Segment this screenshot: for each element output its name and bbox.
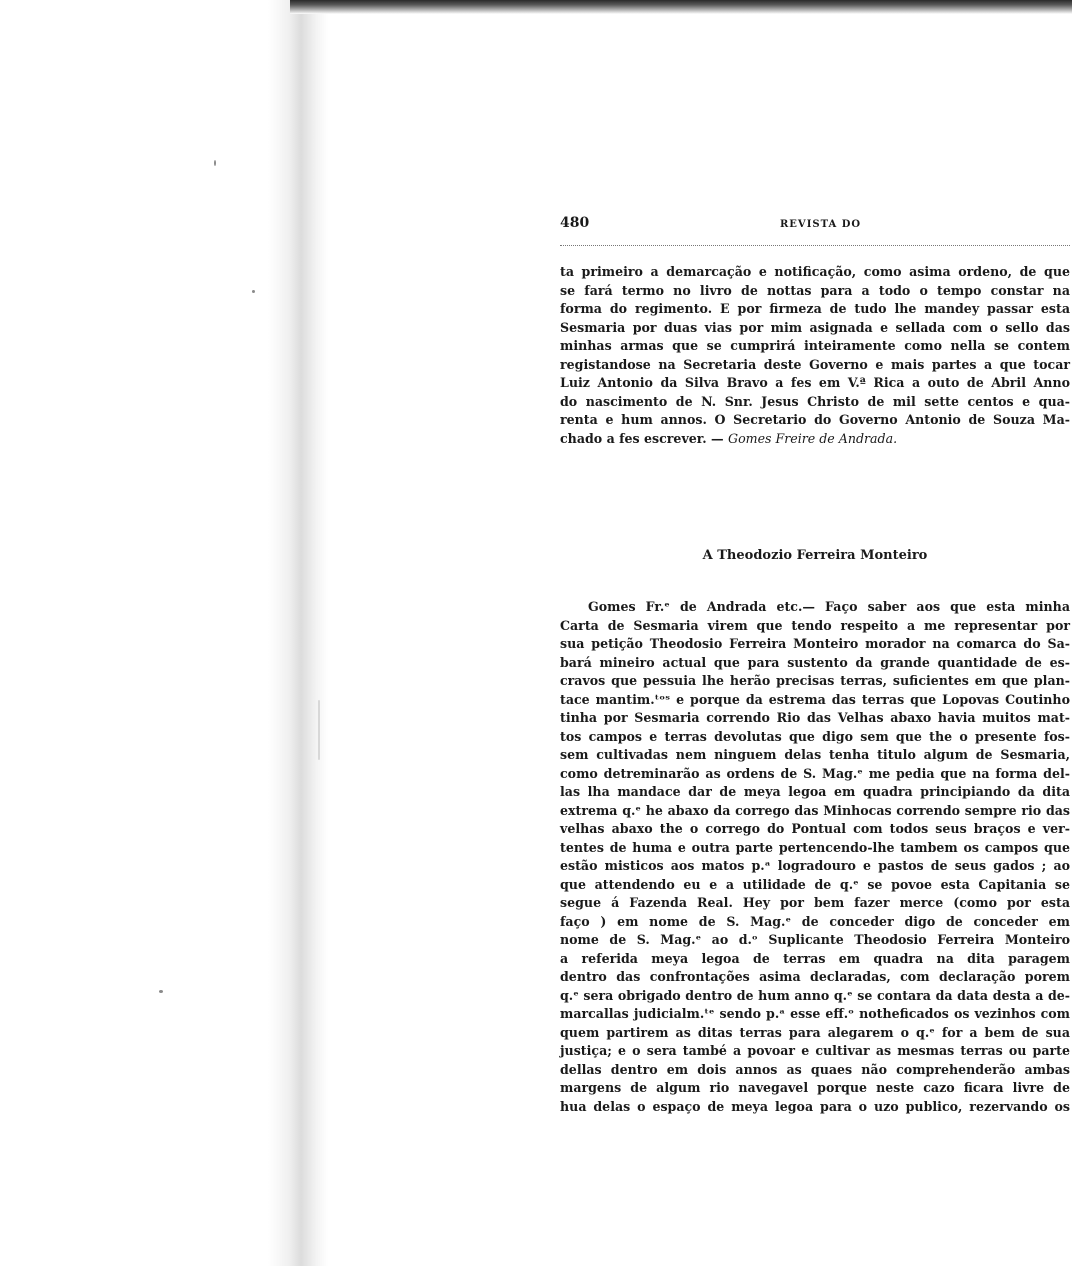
scan-edge [290, 0, 1072, 14]
section-title: A Theodozio Ferreira Monteiro [702, 548, 928, 563]
paragraph-2 [560, 598, 1070, 1116]
text-line: minhas armas que se cumprirá inteiramente como nella se contem [560, 338, 1070, 353]
text-line: como detreminarão as ordens de S. Mag.ᵉ me pedia que na forma del- [560, 765, 1070, 781]
text-line: Sesmaria por duas vias por mim asignada e sellada com o sello das [560, 319, 1070, 335]
text-line: justiça; e o sera també a povoar e cultivar as mesmas terras ou parte [560, 1043, 1070, 1058]
text-line: nome de S. Mag.ᵉ ao d.ᵒ Suplicante Theodosio Ferreira Monteiro [560, 932, 1070, 947]
text-line: hua delas o espaço de meya legoa para o uzo publico, rezervando os [560, 1098, 1070, 1114]
text-line: las lha mandace dar de meya legoa em quadra principiando da dita [560, 784, 1070, 799]
text-line: extrema q.ᵉ he abaxo da corrego das Minhocas correndo sempre rio das [560, 802, 1070, 818]
text-line: forma do regimento. E por firmeza de tudo lhe mandey passar esta [560, 301, 1070, 316]
speck [159, 990, 163, 993]
text-line: a referida meya legoa de terras em quadra na dita paragem [560, 950, 1070, 966]
signature: Gomes Freire de Andrada. [728, 430, 898, 446]
text-line: sem cultivadas nem ninguem delas tenha titulo algum de Sesmaria, [560, 747, 1070, 762]
page-gutter-shadow [268, 0, 328, 1266]
text-line: tentes de huma e outra parte pertencendo-lhe tambem os campos que [560, 839, 1070, 855]
page-header [560, 215, 1070, 246]
text-line: velhas abaxo the o corrego do Pontual com todos seus braços e ver- [560, 821, 1070, 836]
speck [214, 160, 216, 166]
running-title: REVISTA DO [780, 219, 862, 230]
text-line: dentro das confrontações asima declaradas, com declaração porem [560, 969, 1070, 984]
page-number: 480 [560, 215, 590, 231]
text-line: bará mineiro actual que para sustento da grande quantidade de es- [560, 654, 1070, 670]
text-line: do nascimento de N. Snr. Jesus Christo de mil sette centos e qua- [560, 393, 1070, 409]
text-line: quem partirem as ditas terras para alegarem o q.ᵉ for a bem de sua [560, 1024, 1070, 1040]
text-line: renta e hum annos. O Secretario do Governo Antonio de Souza Ma- [560, 412, 1070, 427]
paragraph-1 [560, 263, 1070, 448]
text-line: Luiz Antonio da Silva Bravo a fes em V.ª Rica a outo de Abril Anno [560, 375, 1070, 390]
text-line: faço ) em nome de S. Mag.ᵉ de conceder digo de conceder em [560, 913, 1070, 929]
text-line: q.ᵉ sera obrigado dentro de hum anno q.ᵉ se contara da data desta a de- [560, 987, 1070, 1003]
closing-text: chado a fes escrever. — [560, 430, 724, 446]
speck [318, 700, 320, 760]
text-line: estão misticos aos matos p.ᵃ logradouro e pastos de seus gados ; ao [560, 858, 1070, 873]
book-page [560, 215, 1070, 1114]
text-line: tos campos e terras devolutas que digo sem que the o presente fos- [560, 728, 1070, 744]
text-line: sua petição Theodosio Ferreira Monteiro morador na comarca do Sa- [560, 636, 1070, 651]
text-line: margens de algum rio navegavel porque neste cazo ficara livre de [560, 1080, 1070, 1095]
text-line-last [560, 430, 1070, 449]
text-line: tinha por Sesmaria correndo Rio das Velhas abaxo havia muitos mat- [560, 710, 1070, 725]
text-line: ta primeiro a demarcação e notificação, como asima ordeno, de que [560, 264, 1070, 279]
text-line: Carta de Sesmaria virem que tendo respeito a me representar por [560, 617, 1070, 633]
text-line: segue á Fazenda Real. Hey por bem fazer merce (como por esta [560, 895, 1070, 910]
text-line: se fará termo no livro de nottas para a todo o tempo constar na [560, 282, 1070, 298]
text-line: Gomes Fr.ᵉ de Andrada etc.— Faço saber aos que esta minha [588, 599, 1070, 614]
text-line: que attendendo eu e a utilidade de q.ᵉ se povoe esta Capitania se [560, 876, 1070, 892]
speck [252, 290, 255, 293]
text-line: cravos que pessuia lhe herão precisas terras, suficientes em que plan- [560, 673, 1070, 688]
text-line: marcallas judicialm.ᵗᵉ sendo p.ᵃ esse eff.ᵒ notheficados os vezinhos com [560, 1006, 1070, 1021]
text-line: dellas dentro em dois annos as quaes não comprehenderão ambas [560, 1061, 1070, 1077]
text-line: registandose na Secretaria deste Governo e mais partes a que tocar [560, 356, 1070, 372]
text-line: tace mantim.ᵗᵒˢ e porque da estrema das terras que Lopovas Coutinho [560, 691, 1070, 707]
